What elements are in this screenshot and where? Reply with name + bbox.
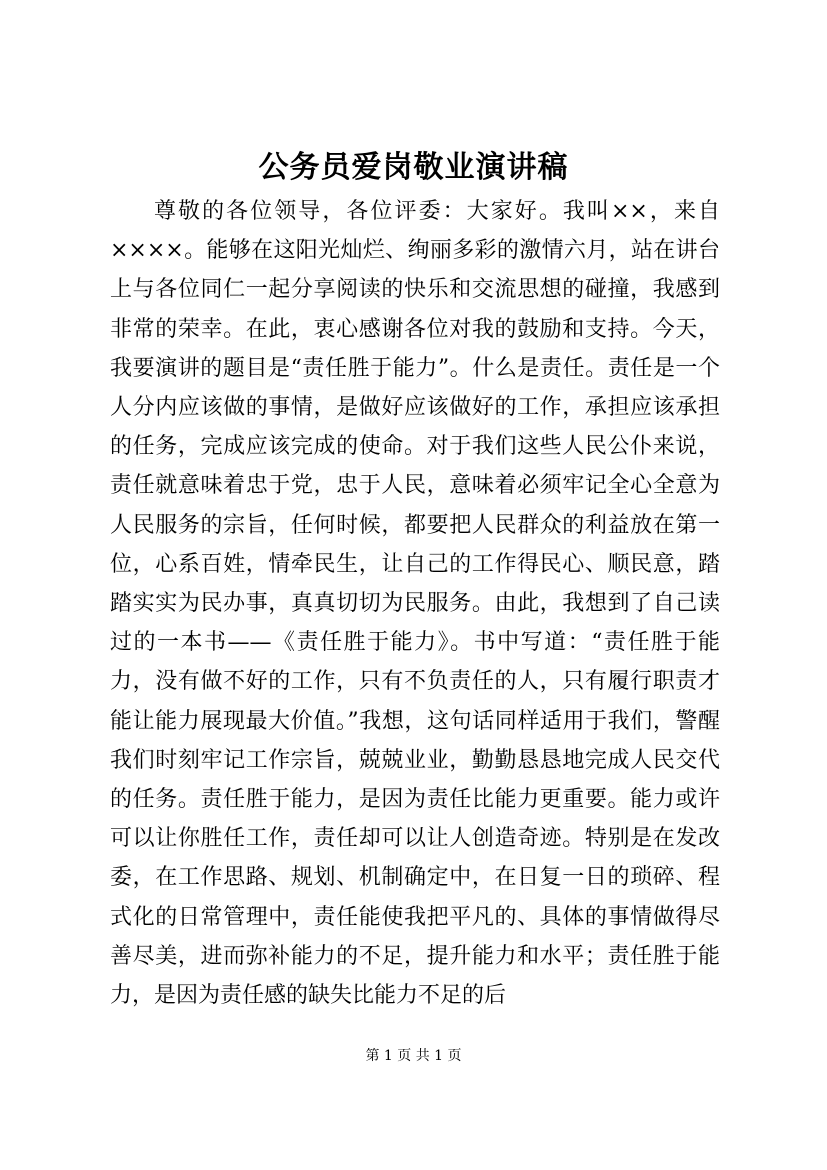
body-paragraph: 尊敬的各位领导，各位评委：大家好。我叫××，来自××××。能够在这阳光灿烂、绚丽多彩的激情六月，站在讲台上与各位同仁一起分享阅读的快乐和交流思想的碰撞，我感到非常的荣幸。在此，衷心感谢各位对我的鼓励和支持。今天，我要演讲的题目是“责任胜于能力”。什么是责任。责任是一个人分内应该做的事情，是做好应该做好的工作，承担应该承担的任务，完成应该完成的使命。对于我们这些人民公仆来说，责任就意味着忠于党，忠于人民，意味着必须牢记全心全意为人民服务的宗旨，任何时候，都要把人民群众的利益放在第一位，心系百姓，情牵民生，让自己的工作得民心、顺民意，踏踏实实为民办事，真真切切为民服务。由此，我想到了自己读过的一本书——《责任胜于能力》。书中写道：“责任胜于能力，没有做不好的工作，只有不负责任的人，只有履行职责才能让能力展现最大价值。”我想，这句话同样适用于我们，警醒我们时刻牢记工作宗旨，兢兢业业，勤勤恳恳地完成人民交代的任务。责任胜于能力，是因为责任比能力更重要。能力或许可以让你胜任工作，责任却可以让人创造奇迹。特别是在发改委，在工作思路、规划、机制确定中，在日复一日的琐碎、程式化的日常管理中，责任能使我把平凡的、具体的事情做得尽善尽美，进而弥补能力的不足，提升能力和水平；责任胜于能力，是因为责任感的缺失比能力不足的后	[110, 199, 720, 1009]
page-footer: 第 1 页 共 1 页	[365, 1048, 462, 1064]
document-title: 公务员爱岗敬业演讲稿	[258, 150, 569, 185]
